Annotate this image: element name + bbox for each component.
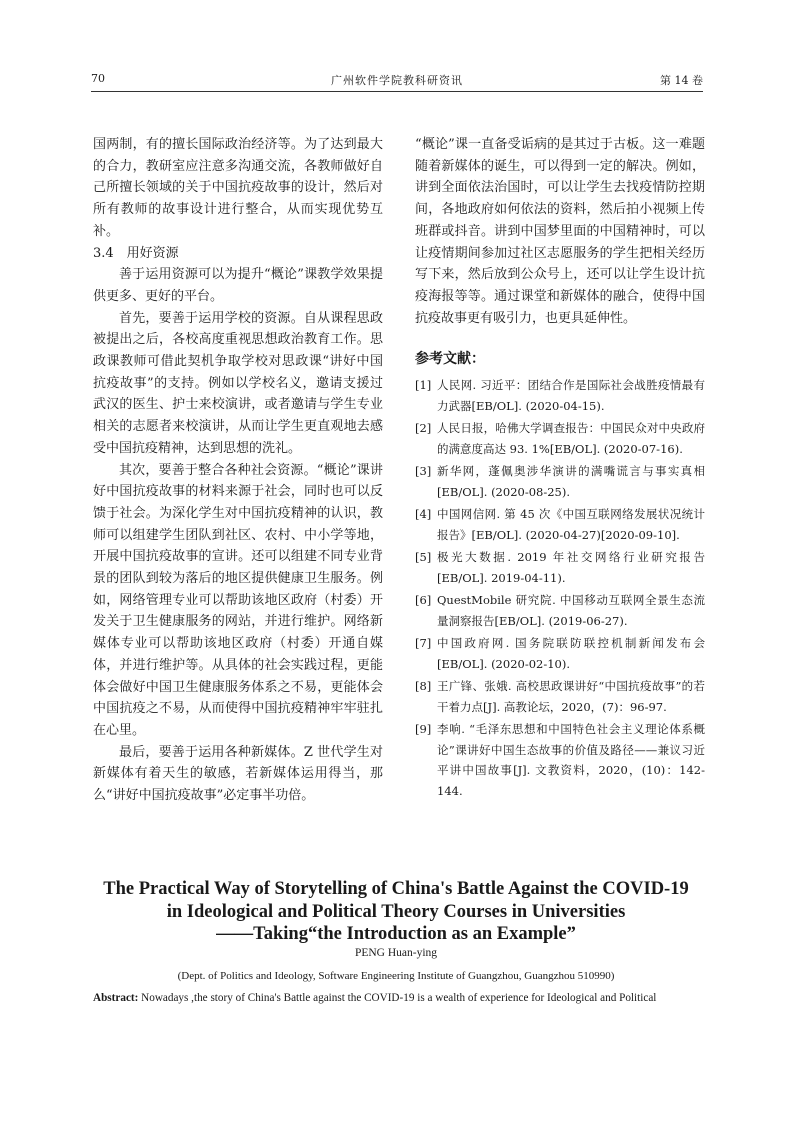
reference-item: [415, 375, 705, 416]
reference-list: [415, 375, 705, 801]
right-column: [415, 134, 705, 803]
reference-item: [415, 461, 705, 502]
reference-item: [415, 676, 705, 717]
reference-item: [415, 633, 705, 674]
reference-number: [3]: [415, 464, 432, 479]
reference-number: [7]: [415, 636, 432, 651]
volume-label: 第 14 卷: [660, 74, 703, 87]
reference-number: [5]: [415, 550, 432, 565]
body-paragraph: 其次，要善于整合各种社会资源。“概论”课讲好中国抗疫故事的材料来源于社会，同时也可以反馈于社会。为深化学生对中国抗疫精神的认识，教师可以组建学生团队到社区、农村、中小学等地，开展中国抗疫故事的宣讲。还可以组建不同专业背景的团队到较为落后的地区提供健康卫生服务。例如，网络管理专业可以帮助该地区政府（村委）开发关于卫生健康服务的网站，并进行维护。网络新媒体专业可以帮助该地区政府（村委）开通自媒体，并进行维护等。从具体的社会实践过程，更能体会做好中国卫生健康服务体系之不易，更能体会中国抗疫之不易，从而使得中国抗疫精神牢牢驻扎在心里。: [93, 462, 383, 738]
body-paragraph: 首先，要善于运用学校的资源。自从课程思政被提出之后，各校高度重视思想政治教育工作。思政课教师可借此契机争取学校对思政课“讲好中国抗疫故事”的支持。例如以学校名义，邀请支援过武汉的医生、护士来校演讲，或者邀请与学生专业相关的志愿者来校演讲，从而让学生更直观地去感受中国抗疫精神，达到思想的洗礼。: [93, 310, 383, 456]
english-abstract: [93, 992, 705, 1004]
page-number: 70: [91, 72, 105, 85]
body-paragraph: “概论”课一直备受诟病的是其过于古板。这一难题随着新媒体的诞生，可以得到一定的解决。例如，讲到全面依法治国时，可以让学生去找疫情防控期间，各地政府如何依法的资料，然后拍小视频上传班群或抖音。讲到中国梦里面的中国精神时，可以让疫情期间参加过社区志愿服务的学生把相关经历写下来，然后放到公众号上，还可以让学生设计抗疫海报等等。通过课堂和新媒体的融合，使得中国抗疫故事更有吸引力，也更具延伸性。: [415, 137, 705, 326]
reference-item: [415, 504, 705, 545]
reference-number: [6]: [415, 593, 432, 608]
english-title-line: ——Taking“the Introduction as an Example”: [216, 924, 576, 944]
reference-item: [415, 418, 705, 459]
header-rule: [91, 91, 703, 92]
abstract-text: Nowadays ,the story of China's Battle against the COVID-19 is a wealth of experience for Ideological and Political: [138, 992, 657, 1004]
reference-text: 李响. “毛泽东思想和中国特色社会主义理论体系概论”课讲好中国生态故事的价值及路径——兼议习近平讲中国故事[J]. 文教资料，2020，(10)：142-144.: [437, 722, 705, 798]
references-title: 参考文献：: [415, 351, 485, 368]
running-header: [91, 72, 703, 92]
reference-number: [2]: [415, 421, 432, 436]
english-title-line: in Ideological and Political Theory Courses in Universities: [166, 901, 626, 922]
abstract-label: Abstract:: [93, 992, 139, 1004]
section-heading: 3.4 用好资源: [93, 245, 179, 261]
reference-text: 极光大数据. 2019 年社交网络行业研究报告[EB/OL]. 2019-04-11).: [437, 550, 705, 585]
english-title-line: The Practical Way of Storytelling of China's Battle Against the COVID-19: [103, 879, 689, 899]
body-paragraph: 善于运用资源可以为提升“概论”课教学效果提供更多、更好的平台。: [93, 267, 383, 304]
reference-text: QuestMobile 研究院. 中国移动互联网全景生态流量洞察报告[EB/OL]. (2019-06-27).: [437, 593, 705, 628]
reference-item: [415, 590, 705, 631]
left-column: [93, 134, 383, 807]
reference-text: 新华网，蓬佩奥涉华演讲的满嘴谎言与事实真相[EB/OL]. (2020-08-25).: [437, 464, 705, 499]
reference-text: 人民日报，哈佛大学调查报告：中国民众对中央政府的满意度高达 93. 1%[EB/OL]. (2020-07-16).: [437, 421, 705, 456]
english-author: PENG Huan-ying: [354, 947, 438, 959]
reference-number: [1]: [415, 378, 432, 393]
reference-item: [415, 719, 705, 801]
body-paragraph: 国两制，有的擅长国际政治经济等。为了达到最大的合力，教研室应注意多沟通交流，各教师做好自己所擅长领域的关于中国抗疫故事的设计，然后对所有教师的故事设计进行整合，从而实现优势互补。: [93, 137, 383, 239]
english-title: [80, 878, 712, 946]
reference-number: [9]: [415, 722, 432, 737]
english-affiliation: (Dept. of Politics and Ideology, Software Engineering Institute of Guangzhou, Guangzhou 510990): [177, 970, 615, 982]
reference-text: 人民网. 习近平：团结合作是国际社会战胜疫情最有力武器[EB/OL]. (2020-04-15).: [437, 378, 705, 413]
reference-item: [415, 547, 705, 588]
reference-text: 王广锋、张娥. 高校思政课讲好“中国抗疫故事”的若干着力点[J]. 高教论坛，2020，(7)：96-97.: [437, 679, 705, 714]
journal-name: 广州软件学院教科研资讯: [331, 74, 463, 87]
reference-number: [8]: [415, 679, 432, 694]
reference-number: [4]: [415, 507, 432, 522]
reference-text: 中国政府网. 国务院联防联控机制新闻发布会[EB/OL]. (2020-02-10).: [437, 636, 705, 671]
body-paragraph: 最后，要善于运用各种新媒体。Z 世代学生对新媒体有着天生的敏感，若新媒体运用得当，那么“讲好中国抗疫故事”必定事半功倍。: [93, 744, 383, 804]
reference-text: 中国网信网. 第 45 次《中国互联网络发展状况统计报告》[EB/OL]. (2020-04-27)[2020-09-10].: [437, 507, 705, 542]
